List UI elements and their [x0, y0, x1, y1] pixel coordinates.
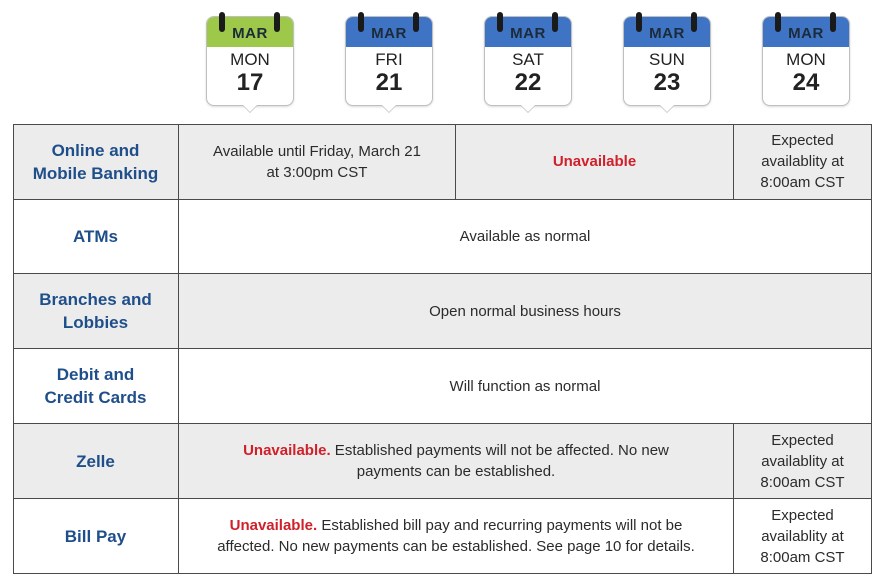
cell-text-line [243, 440, 669, 461]
calendar-day-of-week: MON [786, 50, 826, 69]
row-label-cards [13, 349, 179, 424]
cell-text-line: 8:00am CST [760, 548, 845, 566]
calendar-date: 22 [514, 69, 542, 96]
online-banking-available-cell [179, 124, 456, 200]
row-label-zelle [13, 424, 179, 499]
row-label-line: Mobile Banking [32, 163, 159, 183]
row-label-bill-pay [13, 499, 179, 574]
branches-status-cell [179, 274, 872, 349]
calendar-date: 24 [792, 69, 820, 96]
calendar-ring-icon [219, 12, 225, 32]
calendar-date: 21 [375, 69, 403, 96]
cell-text-line: affected. No new payments can be established. See page 10 for details. [217, 538, 695, 555]
calendar-sun-23 [623, 16, 711, 106]
row-label-line: Credit Cards [44, 388, 147, 407]
online-banking-expected-cell [734, 124, 872, 200]
row-label-line: Zelle [76, 451, 115, 471]
cell-text-line: Available until Friday, March 21 [213, 142, 421, 160]
cell-text: Established bill pay and recurring payments will not be [317, 517, 683, 534]
calendar-month: MAR [624, 17, 710, 47]
cell-text-line: 8:00am CST [760, 473, 845, 491]
calendar-ring-icon [413, 12, 419, 32]
cell-text-line: availablity at [761, 527, 844, 545]
calendar-day-of-week: FRI [375, 50, 403, 69]
row-label-line: Online and [51, 140, 140, 160]
calendar-ring-icon [775, 12, 781, 32]
cell-text-line [217, 515, 695, 536]
calendar-mon-17 [206, 16, 294, 106]
cell-text-line: payments can be established. [356, 463, 556, 480]
calendar-ring-icon [636, 12, 642, 32]
cell-text-line: availablity at [761, 153, 844, 170]
calendar-day-of-week: SUN [649, 50, 685, 69]
row-label-atms [13, 200, 179, 274]
calendar-ring-icon [497, 12, 503, 32]
calendar-day-of-week: MON [230, 50, 270, 69]
cell-text-line: Expected [771, 132, 834, 149]
cell-text-line: Expected [771, 431, 834, 449]
calendar-day-of-week: SAT [512, 50, 544, 69]
row-label-line: Lobbies [62, 313, 129, 332]
unavailable-label: Unavailable. [243, 442, 331, 459]
atms-status-cell [179, 200, 872, 274]
service-availability-table [13, 124, 872, 574]
row-label-line: ATMs [72, 227, 118, 246]
calendar-month: MAR [207, 17, 293, 47]
calendar-ring-icon [830, 12, 836, 32]
online-banking-unavailable-cell [456, 124, 734, 200]
calendar-pointer-icon [242, 104, 258, 112]
cell-text-line: Available as normal [459, 228, 591, 245]
calendar-ring-icon [358, 12, 364, 32]
calendar-date: 17 [236, 69, 264, 96]
calendar-fri-21 [345, 16, 433, 106]
cell-text-line: Open normal business hours [429, 302, 621, 320]
row-label-line: Debit and [56, 365, 135, 384]
calendar-mon-24 [762, 16, 850, 106]
calendar-ring-icon [691, 12, 697, 32]
cell-text: Established payments will not be affected. No new [330, 442, 669, 459]
bill-pay-status-cell [179, 499, 734, 574]
calendar-sat-22 [484, 16, 572, 106]
cell-text-line: Will function as normal [449, 377, 601, 395]
unavailable-label: Unavailable. [229, 517, 318, 534]
calendar-date: 23 [653, 69, 681, 96]
calendar-pointer-icon [520, 104, 536, 112]
calendar-ring-icon [552, 12, 558, 32]
calendar-pointer-icon [381, 104, 397, 112]
row-label-branches [13, 274, 179, 349]
calendar-month: MAR [346, 17, 432, 47]
row-label-online-banking [13, 124, 179, 200]
cards-status-cell [179, 349, 872, 424]
row-label-line: Bill Pay [64, 526, 127, 546]
calendar-pointer-icon [659, 104, 675, 112]
row-label-line: Branches and [39, 290, 152, 309]
cell-text-line: 8:00am CST [760, 174, 845, 191]
unavailable-label: Unavailable [552, 153, 637, 170]
zelle-status-cell [179, 424, 734, 499]
zelle-expected-cell [734, 424, 872, 499]
calendar-month: MAR [763, 17, 849, 47]
calendar-ring-icon [274, 12, 280, 32]
cell-text-line: Expected [771, 506, 834, 524]
calendar-month: MAR [485, 17, 571, 47]
cell-text-line: at 3:00pm CST [266, 163, 368, 181]
cell-text-line: availablity at [761, 452, 844, 470]
bill-pay-expected-cell [734, 499, 872, 574]
